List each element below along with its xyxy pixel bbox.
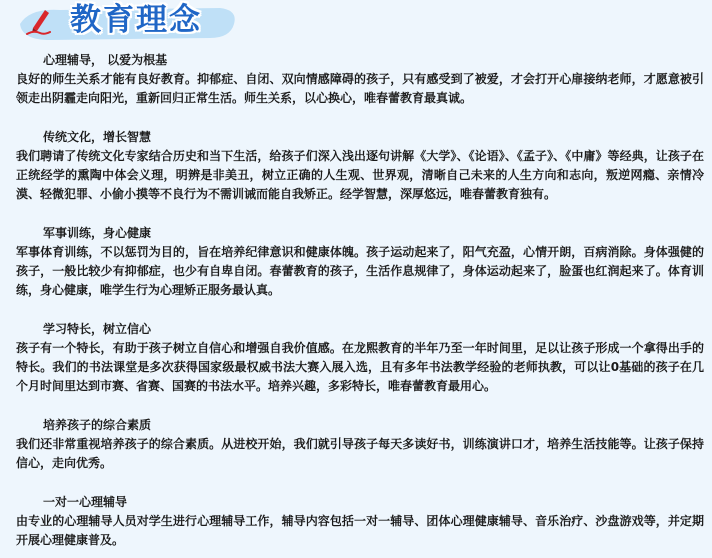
section-body: 军事体育训练，不以惩罚为目的，旨在培养纪律意识和健康体魄。孩子运动起来了，阳气充盈，心情开朗，百病消除。身体强健的孩子，一般比较少有抑郁症，也少有自卑自闭。春蕾教育的孩子，生活作息规律了，身体运动起来了，脸蛋也红润起来了。体育训练，身心健康，唯学生行为心理矫正服务最认真。 <box>16 245 704 297</box>
section-heading: 培养孩子的综合素质 <box>43 418 152 432</box>
section-traditional-culture <box>16 129 704 204</box>
section-body: 良好的师生关系才能有良好教育。抑郁症、自闭、双向情感障碍的孩子，只有感受到了被爱，才会打开心扉接纳老师，才愿意被引领走出阴霾走向阳光，重新回归正常生活。师生关系，以心换心，唯春蕾教育最真诚。 <box>16 72 704 105</box>
section-learning-specialty <box>16 321 704 396</box>
section-body: 我们聘请了传统文化专家结合历史和当下生活，给孩子们深入浅出逐句讲解《大学》、《论语》、《孟子》、《中庸》等经典，让孩子在正统经学的熏陶中体会义理，明辨是非美丑，树立正确的人生观、世界观，清晰自己未来的人生方向和志向，叛逆网瘾、亲情冷漠、轻微犯罪、小偷小摸等不良行为不需训诫而能自我矫正。经学智慧，深厚悠远，唯春蕾教育独有。 <box>16 149 704 201</box>
section-body: 由专业的心理辅导人员对学生进行心理辅导工作，辅导内容包括一对一辅导、团体心理健康辅导、音乐治疗、沙盘游戏等，并定期开展心理健康普及。 <box>16 514 704 547</box>
section-heading: 一对一心理辅导 <box>43 495 128 509</box>
page-title: 教育理念 <box>70 2 202 38</box>
header <box>0 0 712 44</box>
section-one-on-one-counseling <box>16 494 704 550</box>
section-heading: 军事训练，身心健康 <box>43 226 152 240</box>
section-heading: 心理辅导， 以爱为根基 <box>43 53 168 67</box>
section-body: 孩子有一个特长，有助于孩子树立自信心和增强自我价值感。在龙熙教育的半年乃至一年时间里，足以让孩子形成一个拿得出手的特长。我们的书法课堂是多次获得国家级最权威书法大赛入展入选，且有多年书法教学经验的老师执教，可以让0基础的孩子在几个月时间里达到市赛、省赛、国赛的书法水平。培养兴趣，多彩特长，唯春蕾教育最用心。 <box>16 341 704 393</box>
section-psychological-counseling <box>16 52 704 108</box>
section-comprehensive-quality <box>16 417 704 473</box>
section-military-training <box>16 225 704 300</box>
section-body: 我们还非常重视培养孩子的综合素质。从进校开始，我们就引导孩子每天多读好书，训练演讲口才，培养生活技能等。让孩子保持信心，走向优秀。 <box>16 437 704 470</box>
section-heading: 学习特长，树立信心 <box>43 322 152 336</box>
pen-icon <box>24 6 54 36</box>
section-heading: 传统文化，增长智慧 <box>43 130 152 144</box>
content <box>16 52 704 558</box>
